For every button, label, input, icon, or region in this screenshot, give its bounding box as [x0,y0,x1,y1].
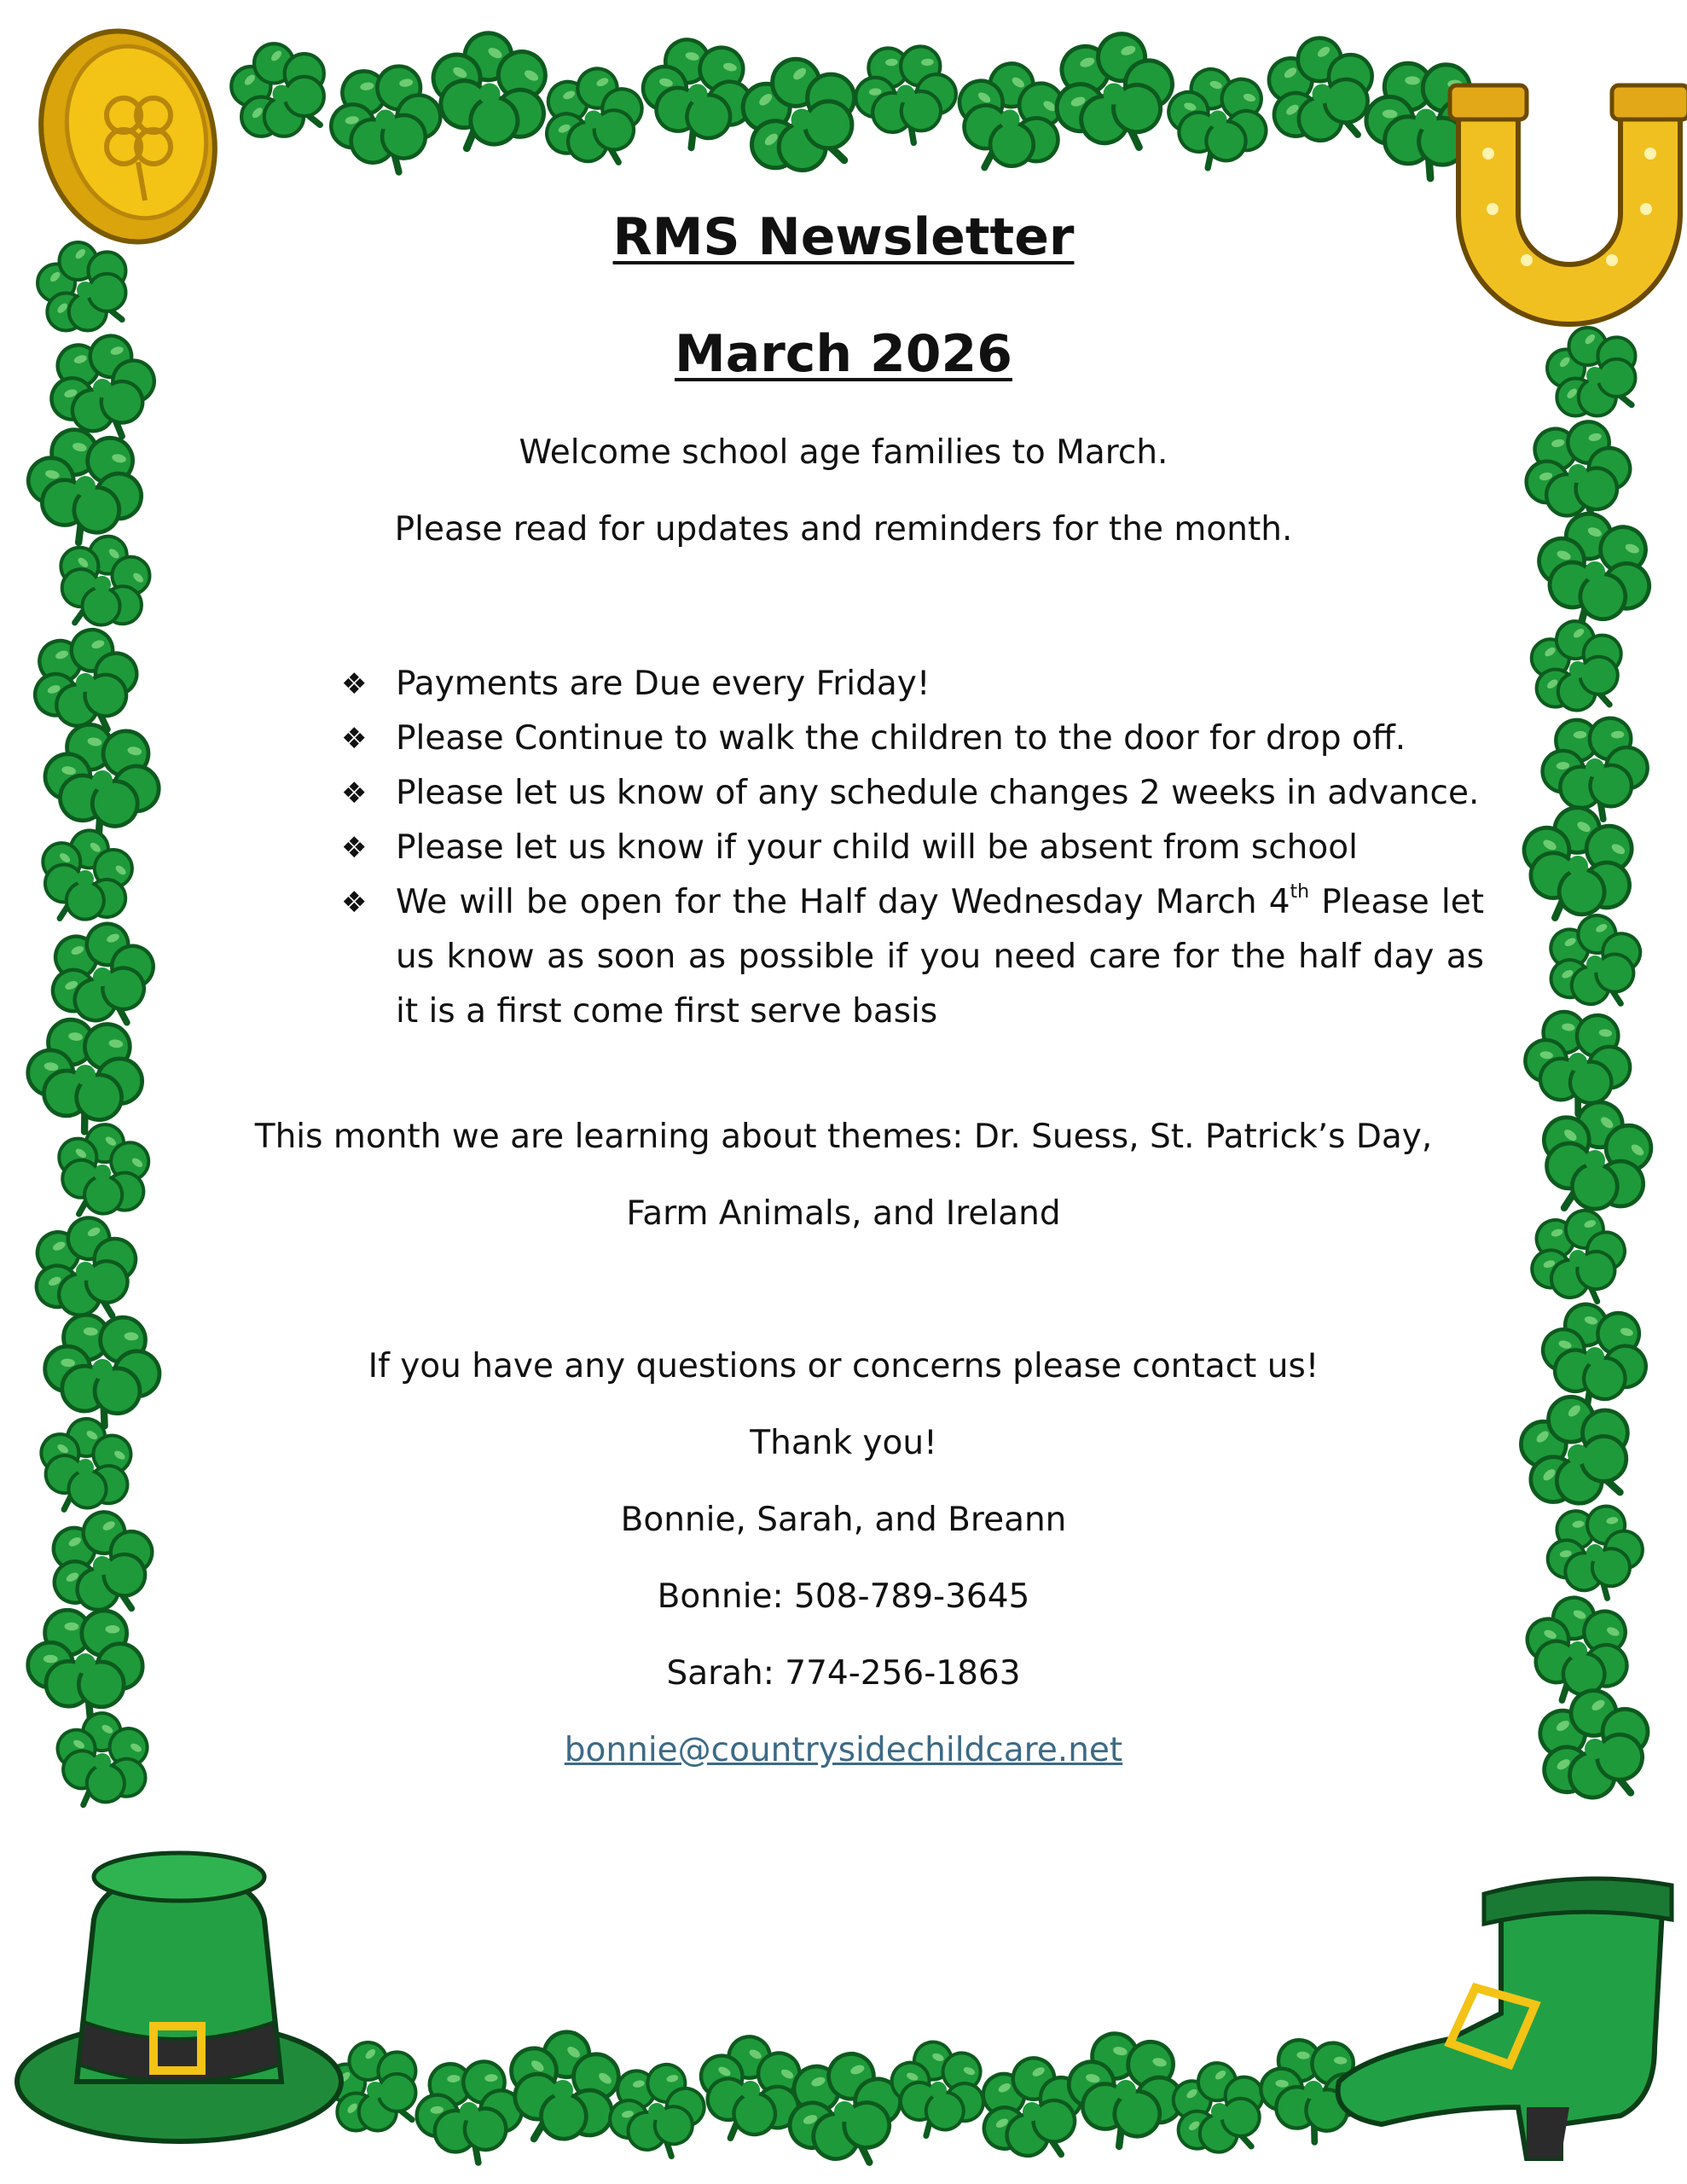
email-line [0,1729,1687,1772]
newsletter-title: RMS Newsletter [612,207,1075,267]
reminders-list [341,657,1484,1039]
list-item [341,821,1484,875]
reminder-text: Please let us know of any schedule changes 2 weeks in advance. [396,774,1480,812]
questions-line: If you have any questions or concerns please contact us! [368,1347,1319,1385]
phone-bonnie: Bonnie: 508-789-3645 [657,1577,1030,1616]
list-item [341,875,1484,1039]
reminder-text: Payments are Due every Friday! [396,665,930,703]
phone-sarah: Sarah: 774-256-1863 [666,1654,1021,1693]
bullet-diamond-icon: ❖ [341,886,368,920]
reminder-text-continued: Please let us know as soon as possible if you need care for the half day as it is a first come first serve basis [396,883,1484,1031]
bullet-diamond-icon: ❖ [341,667,368,701]
list-item [341,766,1484,821]
reminder-text: Please let us know if your child will be absent from school [396,828,1358,867]
intro-line: Please read for updates and reminders for the month. [394,510,1293,549]
bullet-diamond-icon: ❖ [341,831,368,865]
list-item [341,712,1484,766]
reminder-text: Please Continue to walk the children to the door for drop off. [396,719,1406,758]
signature-line: Bonnie, Sarah, and Breann [620,1501,1067,1539]
date-heading: March 2026 [675,324,1012,384]
themes-line-1: This month we are learning about themes: Dr. Suess, St. Patrick’s Day, [254,1118,1433,1156]
list-item [341,657,1484,712]
bullet-diamond-icon: ❖ [341,722,368,756]
thanks-line: Thank you! [750,1424,937,1462]
bullet-diamond-icon: ❖ [341,776,368,810]
welcome-line: Welcome school age families to March. [519,433,1168,472]
email-link[interactable]: bonnie@countrysidechildcare.net [564,1731,1123,1769]
reminder-text: We will be open for the Half day Wednesday March 4 [396,883,1290,921]
themes-line-2: Farm Animals, and Ireland [626,1194,1061,1233]
date-ordinal-suffix: th [1290,881,1310,903]
